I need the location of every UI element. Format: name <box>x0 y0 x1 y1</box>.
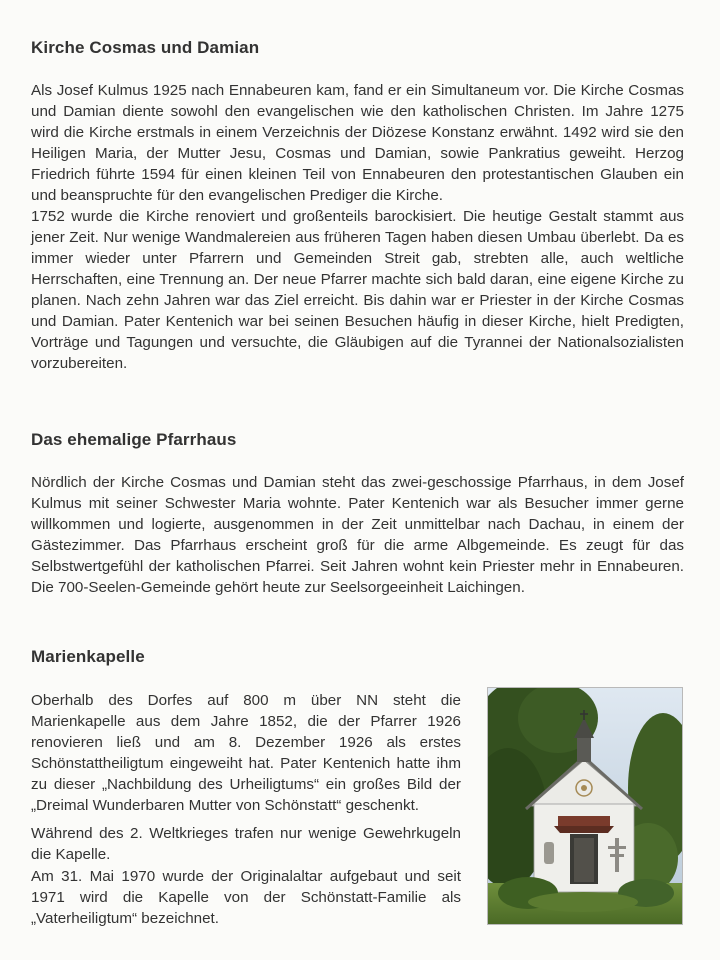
paragraph-kirche-2: 1752 wurde die Kirche renoviert und großenteils barockisiert. Die heutige Gestalt stammt aus jener Zeit. Nur wenige Wandmalereien aus früheren Tagen haben diesen Umbau überlebt. Da es immer wieder unter Pfarrern und Gemeinden Streit gab, strebten alle, auch weltliche Herrschaften, eine Trennung an. Der neue Pfarrer machte sich bald daran, eine eigene Kirche zu planen. Nach zehn Jahren war das Ziel erreicht. Bis dahin war er Priester in der Kirche Cosmas und Damian. Pater Kentenich war bei seinen Besuchen häufig in dieser Kirche, hielt Predigten, Vorträge und Tagungen und versuchte, die Gläubigen auf die Tyrannei der Nationalsozialisten vorzubereiten. <box>31 208 684 372</box>
section-heading-pfarrhaus: Das ehemalige Pfarrhaus <box>31 430 237 449</box>
paragraph-marienkapelle-1: Oberhalb des Dorfes auf 800 m über NN steht die Marienkapelle aus dem Jahre 1852, die der Pfarrer 1926 renovieren ließ und am 8. Dezember 1926 als erstes Schönstattheiligtum eingeweiht hat. Pater Kentenich hatte ihm zu dieser „Nachbildung des Urheiligtums“ ein großes Bild der „Dreimal Wunderbaren Mutter von Schönstatt“ geschenkt. <box>31 692 461 814</box>
paragraph-kirche-1: Als Josef Kulmus 1925 nach Ennabeuren kam, fand er ein Simultaneum vor. Die Kirche Cosmas und Damian diente sowohl den evangelischen wie den katholischen Christen. Im Jahre 1275 wird die Kirche erstmals in einem Verzeichnis der Diözese Konstanz erwähnt. 1492 wird sie den Heiligen Maria, der Mutter Jesu, Cosmas und Damian, sowie Pankratius geweiht. Herzog Friedrich führte 1594 für einen kleinen Teil von Ennabeuren den protestantischen Glauben ein und beanspruchte für den evangelischen Prediger die Kirche. <box>31 82 684 204</box>
paragraph-marienkapelle-2: Während des 2. Weltkrieges trafen nur wenige Gewehrkugeln die Kapelle. <box>31 825 461 863</box>
section-heading-marienkapelle: Marienkapelle <box>31 647 145 666</box>
paragraph-pfarrhaus: Nördlich der Kirche Cosmas und Damian steht das zwei-geschossige Pfarrhaus, in dem Josef Kulmus mit seiner Schwester Maria wohnte. Pater Kentenich war als Besucher immer gerne willkommen und logierte, ausgenommen in der Zeit unmittelbar nach Dachau, in einem der Gästezimmer. Das Pfarrhaus erscheint groß für die arme Albgemeinde. Es zeugt für das Selbstwertgefühl der katholischen Pfarrei. Seit Jahren wohnt kein Priester mehr in Ennabeuren. Die 700-Seelen-Gemeinde gehört heute zur Seelsorgeeinheit Laichingen. <box>31 474 684 596</box>
paragraph-marienkapelle-3: Am 31. Mai 1970 wurde der Originalaltar aufgebaut und seit 1971 wird die Kapelle von der Schönstatt-Familie als „Vaterheiligtum“ bezeichnet. <box>31 868 461 927</box>
section-heading-kirche: Kirche Cosmas und Damian <box>31 38 260 57</box>
chapel-photo <box>488 688 682 924</box>
